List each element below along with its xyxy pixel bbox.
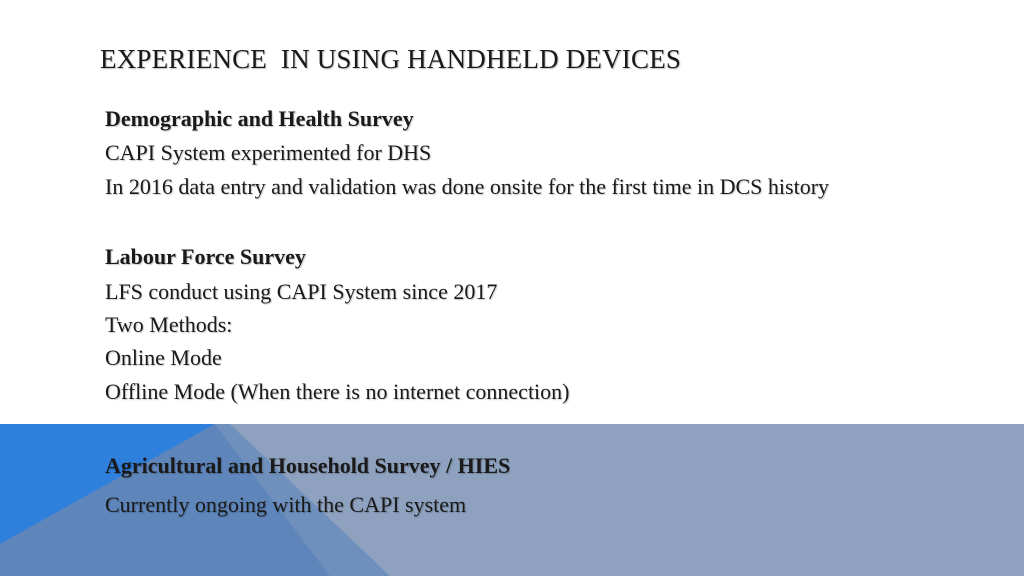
hies-line-1: Currently ongoing with the CAPI system [105,492,467,517]
dhs-line-1: CAPI System experimented for DHS [105,140,432,165]
lfs-line-3: Online Mode [105,345,222,370]
slide-title: EXPERIENCE IN USING HANDHELD DEVICES [100,44,682,74]
section-heading-dhs: Demographic and Health Survey [105,106,414,131]
dhs-line-2: In 2016 data entry and validation was done onsite for the first time in DCS history [105,174,830,199]
section-heading-hies: Agricultural and Household Survey / HIES [105,453,511,478]
lfs-line-2: Two Methods: [105,312,233,337]
section-heading-lfs: Labour Force Survey [105,244,306,269]
lfs-line-1: LFS conduct using CAPI System since 2017 [105,279,498,304]
lfs-line-4: Offline Mode (When there is no internet connection) [105,379,570,404]
